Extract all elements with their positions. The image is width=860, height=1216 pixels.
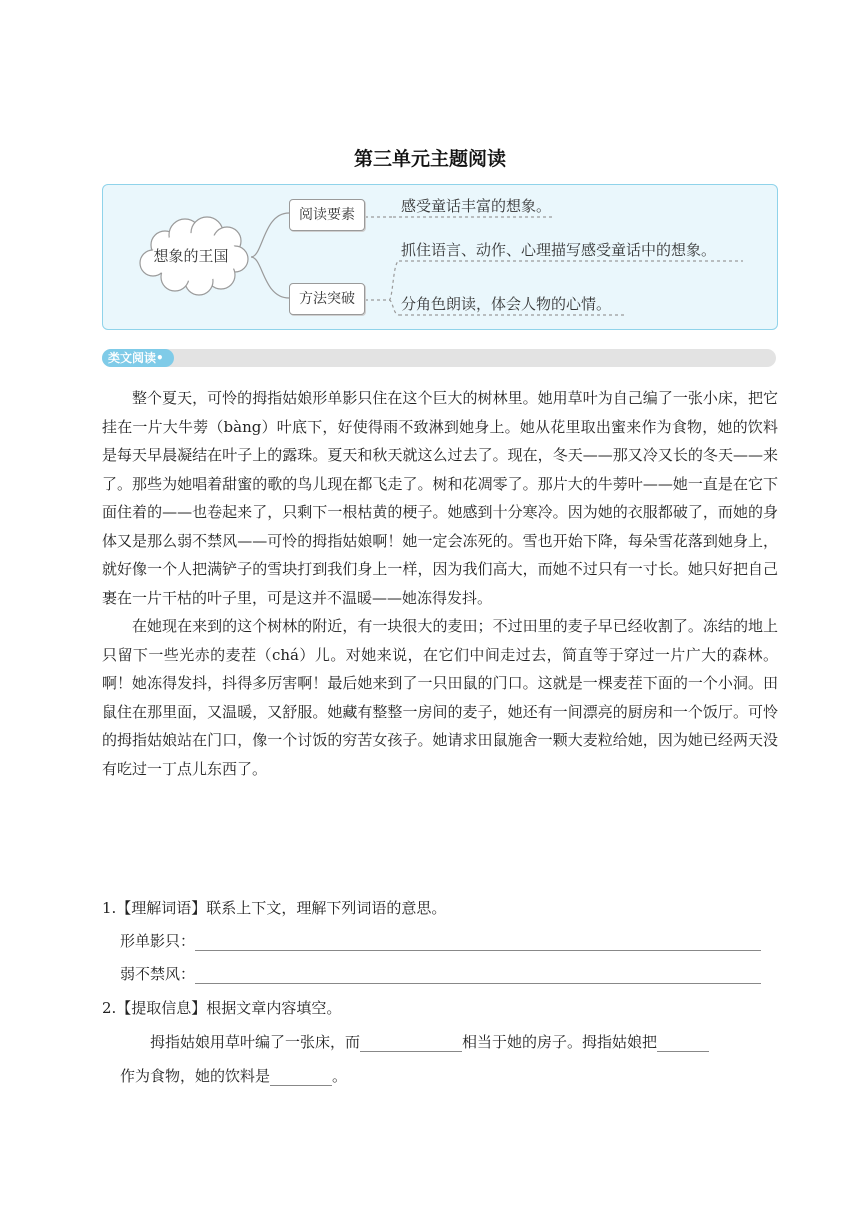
- question-2-line-1: [150, 1031, 709, 1052]
- answer-blank[interactable]: [195, 983, 761, 984]
- question-1-item-2-label: 弱不禁风：: [120, 965, 196, 983]
- q2-text-c: 作为食物，她的饮料是: [120, 1067, 271, 1085]
- question-1-item-2: [120, 963, 761, 984]
- question-2-line-2: [120, 1065, 347, 1086]
- answer-blank[interactable]: [195, 950, 761, 951]
- passage-paragraph-2: 在她现在来到的这个树林的附近，有一块很大的麦田；不过田里的麦子早已经收割了。冻结的地上只留下一些光赤的麦茬（chá）儿。对她来说，在它们中间走过去，简直等于穿过一片广大的森林。啊！她冻得发抖，抖得多厉害啊！最后她来到了一只田鼠的门口。这就是一棵麦茬下面的一个小洞。田鼠住在那里面，又温暖，又舒服。她藏有整整一房间的麦子，她还有一间漂亮的厨房和一个饭厅。可怜的拇指姑娘站在门口，像一个讨饭的穷苦女孩子。她请求田鼠施舍一颗大麦粒给她，因为她已经两天没有吃过一丁点儿东西了。: [102, 617, 778, 778]
- mind-map-center: 想象的王国: [153, 247, 229, 265]
- section-header-bar: [102, 349, 776, 367]
- reading-passage: [102, 384, 778, 783]
- method-text-1: 抓住语言、动作、心理描写感受童话中的想象。: [401, 241, 717, 259]
- answer-blank[interactable]: [270, 1085, 332, 1086]
- method-text-2: 分角色朗读，体会人物的心情。: [401, 295, 612, 313]
- page-title: 第三单元主题阅读: [353, 148, 506, 170]
- mind-map: [102, 184, 778, 330]
- answer-blank[interactable]: [657, 1051, 709, 1052]
- q2-text-b: 相当于她的房子。拇指姑娘把: [462, 1033, 658, 1051]
- question-2-prompt: 2.【提取信息】根据文章内容填空。: [102, 999, 342, 1017]
- question-1-item-1: [120, 930, 761, 951]
- passage-paragraph-1: 整个夏天，可怜的拇指姑娘形单影只住在这个巨大的树林里。她用草叶为自己编了一张小床，把它挂在一片大牛蒡（bàng）叶底下，好使得雨不致淋到她身上。她从花里取出蜜来作为食物，她的饮料是每天早晨凝结在叶子上的露珠。夏天和秋天就这么过去了。现在，冬天——那又冷又长的冬天——来了。那些为她唱着甜蜜的歌的鸟儿现在都飞走了。树和花凋零了。那片大的牛蒡叶——她一直是在它下面住着的——也卷起来了，只剩下一根枯黄的梗子。她感到十分寒冷。因为她的衣服都破了，而她的身体又是那么弱不禁风——可怜的拇指姑娘啊！她一定会冻死的。雪也开始下降，每朵雪花落到她身上，就好像一个人把满铲子的雪块打到我们身上一样，因为我们高大，而她不过只有一寸长。她只好把自己裹在一片干枯的叶子里，可是这并不温暖——她冻得发抖。: [102, 389, 778, 607]
- question-1-prompt: 1.【理解词语】联系上下文，理解下列词语的意思。: [102, 899, 447, 917]
- section-badge: 类文阅读•: [102, 349, 174, 367]
- tag-method-breakthrough: 方法突破: [289, 283, 365, 315]
- q2-text-a: 拇指姑娘用草叶编了一张床，而: [150, 1033, 361, 1051]
- answer-blank[interactable]: [360, 1051, 462, 1052]
- q2-text-d: 。: [332, 1067, 348, 1085]
- tag-reading-element: 阅读要素: [289, 199, 365, 231]
- question-1-item-1-label: 形单影只：: [120, 932, 196, 950]
- reading-element-text: 感受童话丰富的想象。: [401, 197, 552, 215]
